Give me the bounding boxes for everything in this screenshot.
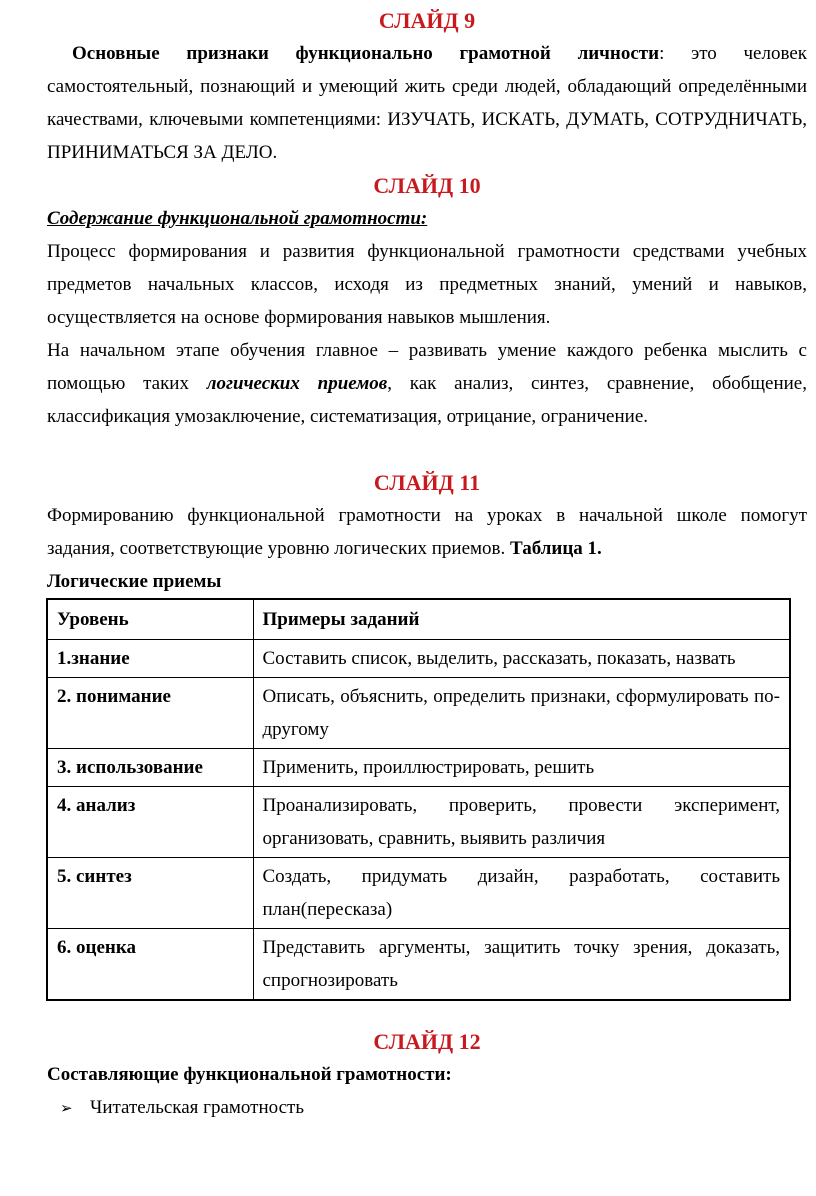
level-cell: 6. оценка bbox=[47, 929, 253, 1001]
table-row bbox=[47, 640, 790, 678]
level-cell: 2. понимание bbox=[47, 678, 253, 749]
slide-11-paragraph bbox=[47, 499, 807, 565]
level-cell: 4. анализ bbox=[47, 787, 253, 858]
examples-cell: Создать, придумать дизайн, разработать, составить план(пересказа) bbox=[253, 858, 790, 929]
slide-10-heading: СЛАЙД 10 bbox=[373, 173, 481, 198]
table-row bbox=[47, 787, 790, 858]
slide-9-heading: СЛАЙД 9 bbox=[378, 8, 476, 33]
examples-cell: Представить аргументы, защитить точку зрения, доказать, спрогнозировать bbox=[253, 929, 790, 1001]
arrow-bullet-icon: ➢ bbox=[60, 1099, 73, 1117]
list-item-label: Читательская грамотность bbox=[90, 1097, 305, 1118]
slide-10-paragraph-1: Процесс формирования и развития функциональной грамотности средствами учебных предметов начальных классов, исходя из предметных знаний, умений и навыков, осуществляется на основе формирования навыков мышления. bbox=[47, 241, 807, 328]
slide-11-heading: СЛАЙД 11 bbox=[373, 470, 481, 495]
slide-12-subheading: Составляющие функциональной грамотности: bbox=[47, 1064, 452, 1085]
examples-cell: Проанализировать, проверить, провести эксперимент, организовать, сравнить, выявить различия bbox=[253, 787, 790, 858]
examples-cell: Составить список, выделить, рассказать, показать, назвать bbox=[253, 640, 790, 678]
examples-cell: Описать, объяснить, определить признаки, сформулировать по-другому bbox=[253, 678, 790, 749]
table-header-row bbox=[47, 599, 790, 640]
list-item bbox=[60, 1091, 807, 1125]
examples-cell: Применить, проиллюстрировать, решить bbox=[253, 749, 790, 787]
column-header-level: Уровень bbox=[47, 599, 253, 640]
table-1-reference: Таблица 1. bbox=[510, 538, 602, 559]
logic-methods-table bbox=[46, 598, 791, 1001]
level-cell: 1.знание bbox=[47, 640, 253, 678]
table-row bbox=[47, 858, 790, 929]
logical-methods-emphasis: логических приемов bbox=[206, 373, 388, 394]
level-cell: 3. использование bbox=[47, 749, 253, 787]
slide-10-paragraph-2 bbox=[47, 334, 807, 433]
level-cell: 5. синтез bbox=[47, 858, 253, 929]
slide-10-paragraph-2-part1: На начальном этапе обучения главное – развивать умение каждого ребенка мыслить с помощью таких bbox=[47, 340, 807, 394]
table-row bbox=[47, 749, 790, 787]
slide-9-lead-bold: Основные признаки функционально грамотной личности bbox=[72, 43, 660, 64]
slide-10-paragraph-2-part2: , как анализ, синтез, сравнение, обобщение, классификация умозаключение, систематизация, отрицание, ограничение. bbox=[47, 373, 807, 427]
table-caption: Логические приемы bbox=[47, 571, 222, 592]
slide-12-heading: СЛАЙД 12 bbox=[373, 1029, 481, 1054]
table-row bbox=[47, 678, 790, 749]
table-row bbox=[47, 929, 790, 1001]
slide-11-paragraph-text: Формированию функциональной грамотности на уроках в начальной школе помогут задания, соответствующие уровню логических приемов. bbox=[47, 505, 807, 559]
slide-10-subheading: Содержание функциональной грамотности: bbox=[47, 208, 428, 229]
empty-line bbox=[47, 433, 807, 466]
column-header-examples: Примеры заданий bbox=[253, 599, 790, 640]
slide-9-paragraph-text: : это человек самостоятельный, познающий и умеющий жить среди людей, обладающий определёнными качествами, ключевыми компетенциями: ИЗУЧАТЬ, ИСКАТЬ, ДУМАТЬ, СОТРУДНИЧАТЬ, ПРИНИМАТЬСЯ ЗА ДЕЛО. bbox=[47, 43, 807, 163]
slide-9-paragraph bbox=[47, 37, 807, 169]
